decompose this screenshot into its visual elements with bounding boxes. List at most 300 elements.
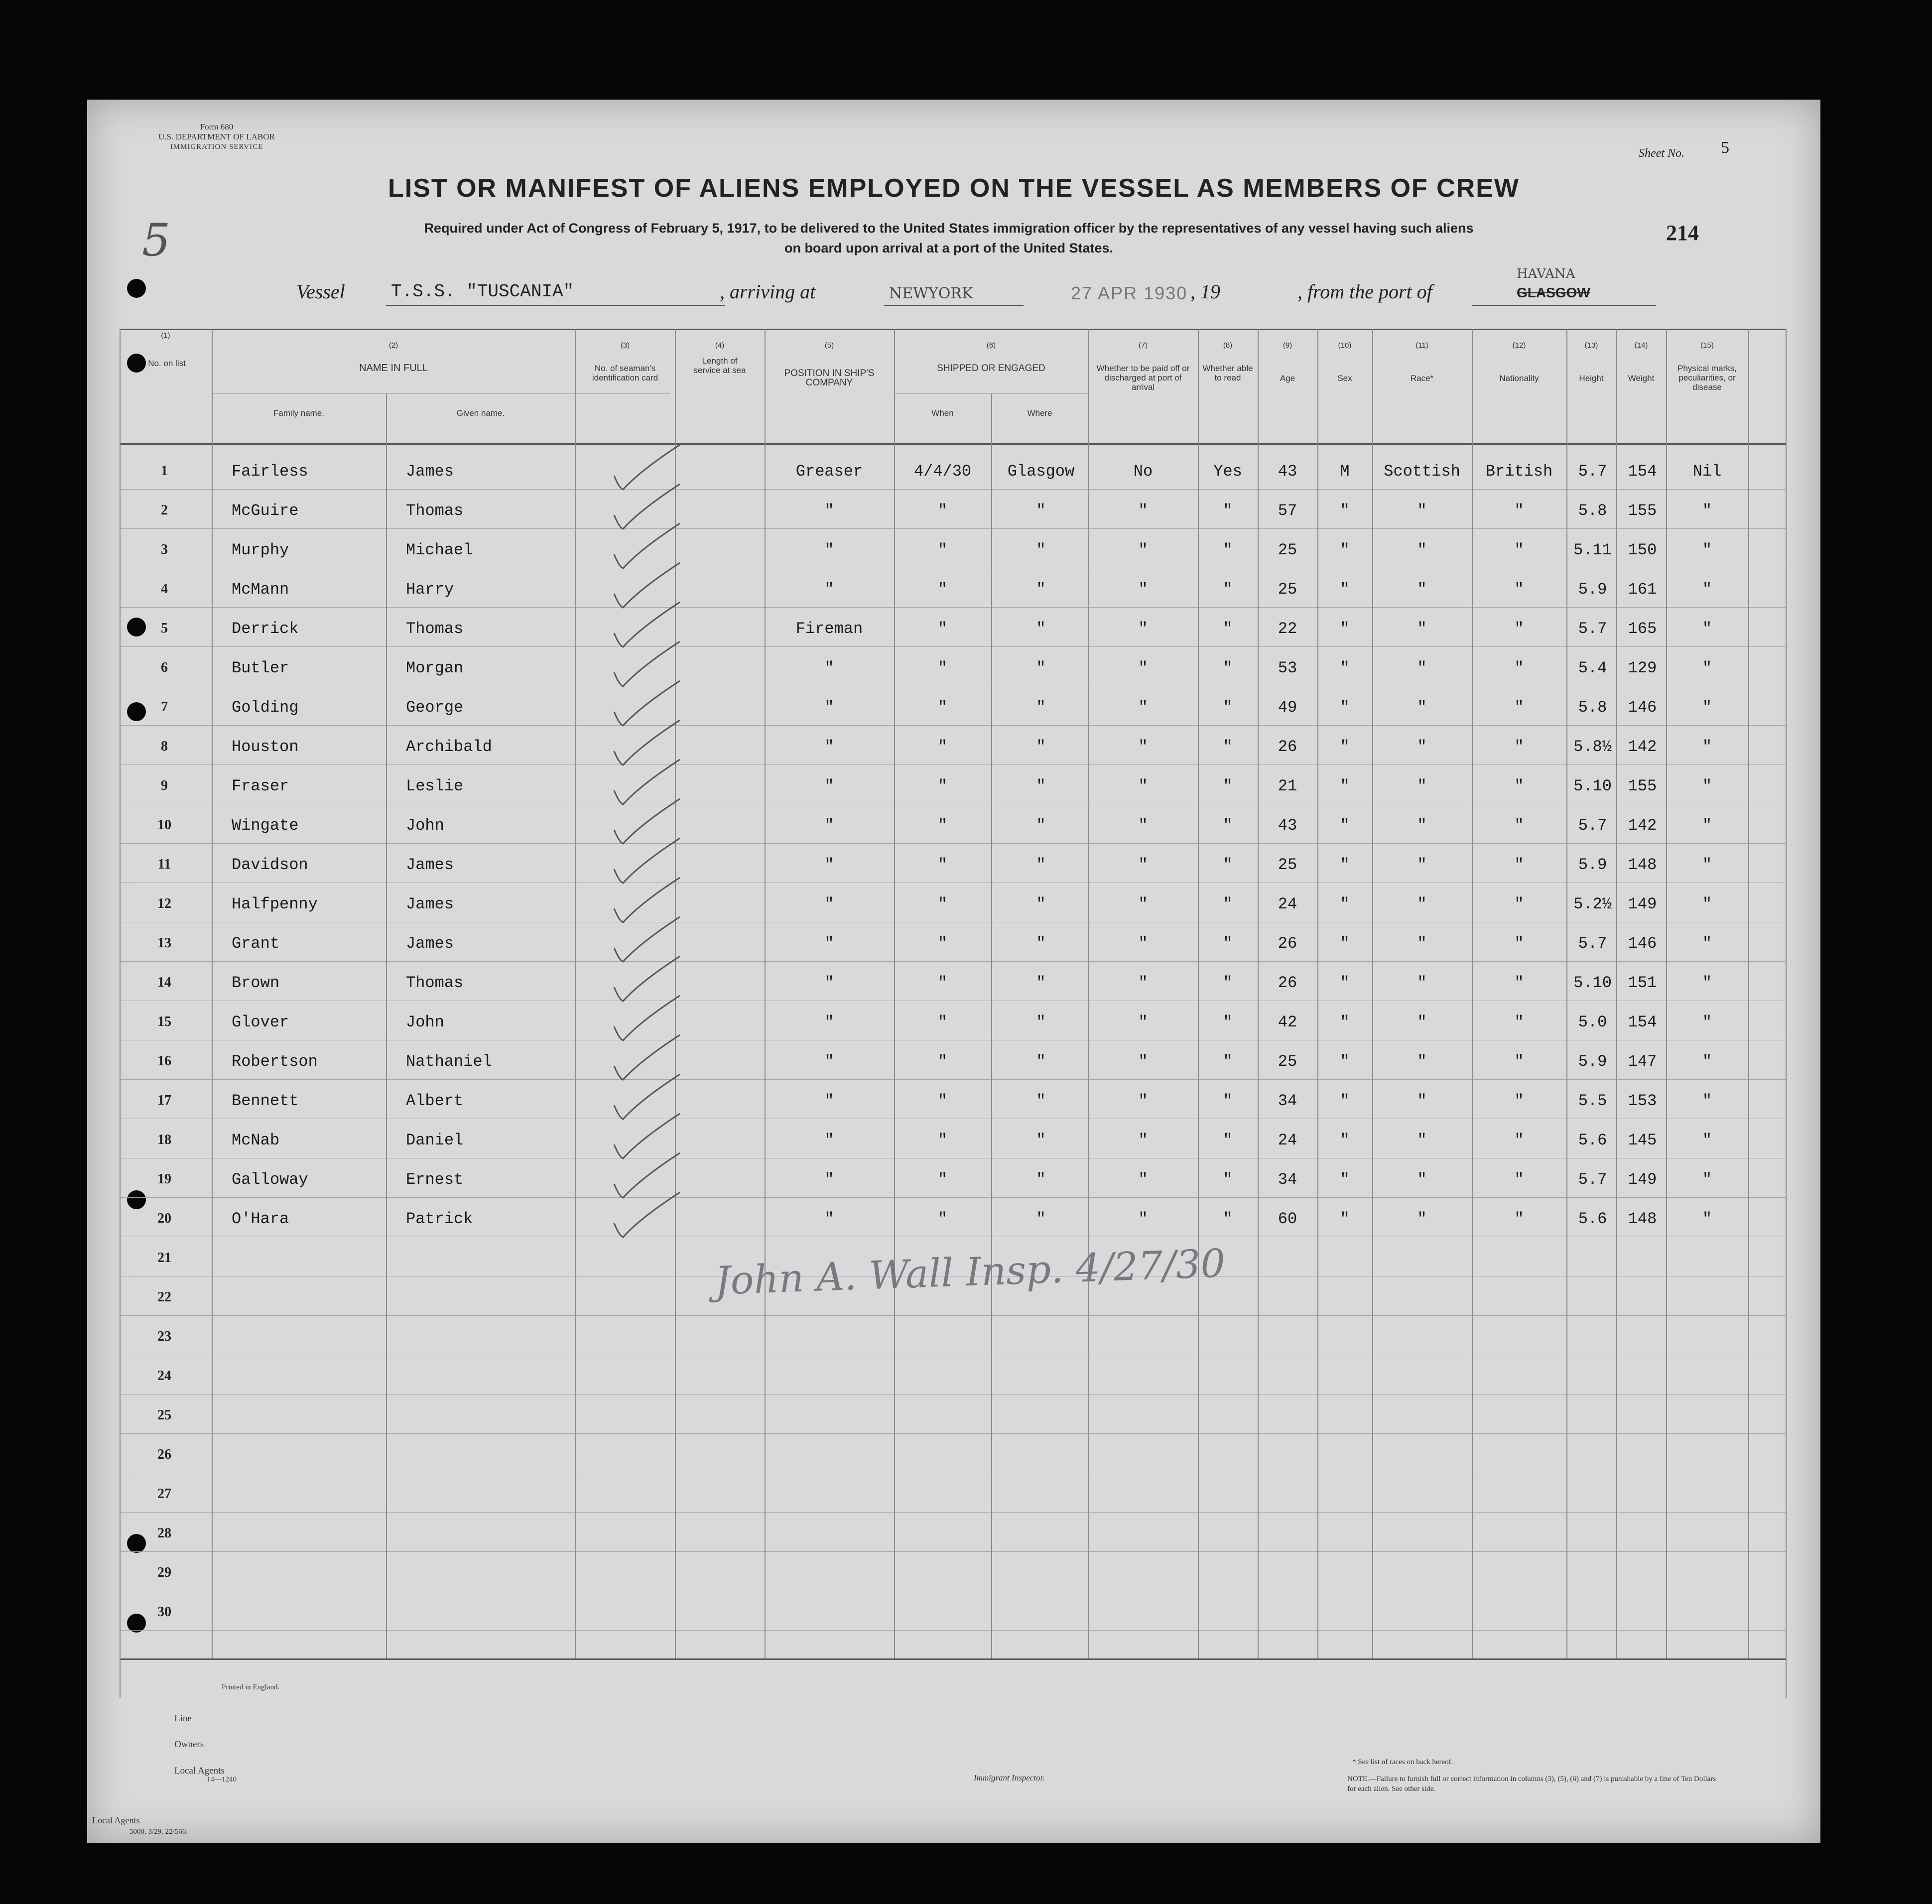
cell-sex: " [1340,1210,1350,1228]
cell-paid: " [1138,502,1148,520]
cell-where: " [1036,777,1046,795]
cell-race: " [1417,738,1427,756]
cell-age: 24 [1278,895,1297,913]
row-rule [120,1630,1786,1631]
cell-read: " [1223,974,1233,992]
header-id-card: No. of seaman's identification card [592,364,658,382]
row-rule [120,843,1786,844]
cell-weight: 154 [1628,462,1657,481]
cell-race: " [1417,659,1427,677]
cell-when: " [937,1092,948,1110]
cell-read: " [1223,659,1233,677]
cell-where: " [1036,620,1046,638]
from-port-label: , from the port of [1297,280,1432,303]
cell-position: " [824,541,834,559]
cell-paid: " [1138,698,1148,717]
col-line [991,393,992,1658]
header-no-on-list: No. on list [148,359,186,368]
cell-read: " [1223,1131,1233,1149]
cell-read: " [1223,1013,1233,1031]
cell-paid: " [1138,1052,1148,1071]
cell-weight: 142 [1628,738,1657,756]
cell-height: 5.5 [1578,1092,1607,1110]
row-number: 29 [157,1565,171,1580]
cell-marks: " [1702,659,1712,677]
cell-read: " [1223,895,1233,913]
cell-position: " [824,738,834,756]
cell-paid: " [1138,738,1148,756]
row-number: 20 [157,1211,171,1226]
cell-age: 24 [1278,1131,1297,1149]
cell-when: " [937,816,948,835]
cell-nationality: " [1514,580,1524,599]
cell-position: Fireman [795,620,863,638]
cell-race: " [1417,1131,1427,1149]
cell-paid: " [1138,934,1148,953]
row-number: 4 [161,581,168,597]
row-number: 9 [161,778,168,793]
row-number: 23 [157,1329,171,1344]
cell-race: " [1417,816,1427,835]
cell-marks: " [1702,1092,1712,1110]
cell-height: 5.2½ [1573,895,1612,913]
col-line [575,329,576,1658]
cell-race: " [1417,698,1427,717]
cell-nationality: " [1514,816,1524,835]
cell-where: " [1036,738,1046,756]
cell-where: " [1036,698,1046,717]
cell-marks: " [1702,816,1712,835]
cell-height: 5.10 [1573,974,1612,992]
cell-marks: " [1702,1131,1712,1149]
cell-race: " [1417,620,1427,638]
cell-when: " [937,502,948,520]
cell-paid: " [1138,816,1148,835]
subtitle-line-2: on board upon arrival at a port of the United States. [784,241,1114,255]
from-port-struck: GLASGOW [1517,285,1590,300]
cell-read: Yes [1213,462,1242,481]
cell-given: Archibald [406,738,492,756]
cell-where: " [1036,974,1046,992]
cell-where: " [1036,934,1046,953]
cell-paid: " [1138,541,1148,559]
row-number: 15 [157,1014,171,1029]
sheet-number: 5 [1721,138,1729,157]
cell-weight: 142 [1628,816,1657,835]
col-number: (13) [1584,341,1598,350]
cell-given: John [406,816,444,835]
cell-given: Thomas [406,620,464,638]
cell-when: " [937,1052,948,1071]
cell-sex: " [1340,502,1350,520]
cell-family: McMann [232,580,289,599]
cell-given: Morgan [406,659,464,677]
cell-nationality: " [1514,934,1524,953]
cell-family: Robertson [232,1052,318,1071]
col-line [765,329,766,1658]
cell-sex: " [1340,934,1350,953]
printed-in-england: Printed in England. [222,1683,280,1691]
cell-age: 42 [1278,1013,1297,1031]
inspector-label: Immigrant Inspector. [974,1773,1045,1782]
cell-family: Fairless [232,462,308,481]
cell-given: James [406,934,454,953]
cell-position: " [824,659,834,677]
cell-paid: " [1138,1092,1148,1110]
table-top-rule [120,329,1786,330]
header-shipped: SHIPPED OR ENGAGED [937,363,1045,374]
cell-family: Houston [232,738,299,756]
year-label: , 19 [1190,280,1220,303]
cell-weight: 146 [1628,698,1657,717]
cell-sex: " [1340,1013,1350,1031]
arriving-port: NEWYORK [889,285,973,302]
cell-weight: 155 [1628,777,1657,795]
cell-weight: 149 [1628,1170,1657,1189]
arriving-underline [884,305,1024,306]
col-line [1258,329,1259,1658]
cell-where: " [1036,502,1046,520]
from-port-new: HAVANA [1517,266,1575,281]
cell-sex: " [1340,816,1350,835]
cell-when: " [937,895,948,913]
cell-height: 5.6 [1578,1131,1607,1149]
cell-family: Galloway [232,1170,308,1189]
cell-family: Wingate [232,816,299,835]
cell-nationality: British [1485,462,1553,481]
row-rule [120,1079,1786,1080]
cell-marks: " [1702,1210,1712,1228]
col-number: (3) [620,341,630,350]
col-line [1472,329,1473,1658]
cell-given: Patrick [406,1210,473,1228]
cell-family: Brown [232,974,280,992]
cell-race: " [1417,1092,1427,1110]
cell-where: " [1036,1210,1046,1228]
row-number: 16 [157,1053,171,1069]
cell-height: 5.10 [1573,777,1612,795]
cell-given: Albert [406,1092,464,1110]
cell-where: " [1036,541,1046,559]
cell-height: 5.9 [1578,1052,1607,1071]
row-rule [120,528,1786,529]
cell-age: 60 [1278,1210,1297,1228]
cell-age: 25 [1278,580,1297,599]
cell-height: 5.8½ [1573,738,1612,756]
cell-weight: 129 [1628,659,1657,677]
cell-race: Scottish [1384,462,1460,481]
cell-marks: " [1702,974,1712,992]
row-number: 24 [157,1368,171,1384]
cell-family: Grant [232,934,280,953]
row-rule [120,607,1786,608]
cell-weight: 146 [1628,934,1657,953]
cell-age: 25 [1278,856,1297,874]
cell-where: " [1036,659,1046,677]
cell-family: McGuire [232,502,299,520]
cell-family: Golding [232,698,299,717]
header-when: When [931,408,954,418]
cell-weight: 145 [1628,1131,1657,1149]
cell-nationality: " [1514,1210,1524,1228]
header-age: Age [1280,374,1295,383]
row-number: 1 [161,463,168,479]
cell-race: " [1417,1210,1427,1228]
cell-paid: " [1138,777,1148,795]
form-number: Form 680 [200,122,234,131]
cell-marks: " [1702,777,1712,795]
cell-given: Thomas [406,502,464,520]
cell-race: " [1417,502,1427,520]
cell-marks: " [1702,856,1712,874]
cell-paid: " [1138,974,1148,992]
col-number: (8) [1223,341,1233,350]
col-line [894,329,895,1658]
cell-family: Glover [232,1013,289,1031]
cell-race: " [1417,777,1427,795]
cell-read: " [1223,541,1233,559]
date-stamp: 27 APR 1930 [1071,283,1188,303]
row-number: 17 [157,1093,171,1108]
cell-height: 5.8 [1578,698,1607,717]
table-bottom-rule [120,1658,1786,1660]
header-sex: Sex [1337,374,1352,383]
bottom-local-agents: Local Agents [92,1815,140,1825]
cell-position: " [824,856,834,874]
cell-weight: 151 [1628,974,1657,992]
col-number: (4) [715,341,725,350]
bottom-code: 5000. 3/29. 22/566. [129,1828,188,1836]
row-number: 27 [157,1486,171,1502]
cell-position: " [824,777,834,795]
from-port-underline [1472,305,1656,306]
cell-marks: " [1702,541,1712,559]
cell-family: Halfpenny [232,895,318,913]
cell-age: 49 [1278,698,1297,717]
cell-age: 26 [1278,974,1297,992]
cell-age: 43 [1278,462,1297,481]
header-able-to-read: Whether able to read [1202,364,1253,382]
cell-age: 25 [1278,1052,1297,1071]
arriving-label: , arriving at [720,280,816,303]
cell-height: 5.9 [1578,580,1607,599]
row-rule [120,764,1786,765]
cell-paid: " [1138,1170,1148,1189]
cell-read: " [1223,1052,1233,1071]
row-number: 7 [161,699,168,715]
col-line [1786,329,1787,1698]
cell-when: " [937,1170,948,1189]
cell-given: James [406,462,454,481]
cell-nationality: " [1514,620,1524,638]
cell-height: 5.0 [1578,1013,1607,1031]
cell-age: 21 [1278,777,1297,795]
cell-age: 22 [1278,620,1297,638]
service-name: IMMIGRATION SERVICE [170,143,263,151]
row-number: 13 [157,935,171,951]
cell-height: 5.9 [1578,856,1607,874]
punch-hole [127,279,146,298]
cell-where: " [1036,1131,1046,1149]
cell-nationality: " [1514,502,1524,520]
cell-sex: " [1340,698,1350,717]
cell-nationality: " [1514,895,1524,913]
cell-marks: " [1702,895,1712,913]
cell-sex: " [1340,856,1350,874]
col-line [1566,329,1567,1658]
cell-race: " [1417,541,1427,559]
cell-marks: " [1702,1052,1712,1071]
cell-paid: " [1138,1131,1148,1149]
cell-race: " [1417,1052,1427,1071]
cell-sex: " [1340,1052,1350,1071]
header-family-name: Family name. [273,408,325,418]
header-bottom-rule [120,443,1786,445]
cell-height: 5.7 [1578,934,1607,953]
cell-where: " [1036,1052,1046,1071]
cell-where: " [1036,1170,1046,1189]
cell-nationality: " [1514,738,1524,756]
row-rule [120,725,1786,726]
cell-paid: " [1138,1210,1148,1228]
cell-given: Daniel [406,1131,464,1149]
cell-sex: " [1340,895,1350,913]
cell-where: " [1036,580,1046,599]
cell-when: " [937,620,948,638]
cell-height: 5.7 [1578,462,1607,481]
cell-read: " [1223,1170,1233,1189]
cell-paid: No [1133,462,1153,481]
margin-mark: 5 [142,214,171,266]
cell-where: Glasgow [1007,462,1075,481]
cell-sex: " [1340,620,1350,638]
department-name: U.S. DEPARTMENT OF LABOR [158,132,275,141]
cell-read: " [1223,738,1233,756]
vessel-label: Vessel [296,280,345,303]
header-paid-off: Whether to be paid off or discharged at port of arrival [1096,364,1190,392]
cell-race: " [1417,580,1427,599]
cell-sex: " [1340,541,1350,559]
cell-position: " [824,895,834,913]
cell-where: " [1036,895,1046,913]
cell-sex: " [1340,580,1350,599]
cell-position: " [824,974,834,992]
cell-weight: 150 [1628,541,1657,559]
cell-nationality: " [1514,1052,1524,1071]
cell-where: " [1036,856,1046,874]
col-number: (14) [1634,341,1648,350]
cell-nationality: " [1514,698,1524,717]
cell-height: 5.4 [1578,659,1607,677]
cell-position: " [824,1210,834,1228]
row-rule [120,1551,1786,1552]
cell-sex: M [1340,462,1350,481]
col-line [120,329,121,1698]
col-number: (2) [388,341,398,350]
cell-nationality: " [1514,659,1524,677]
vessel-name: T.S.S. "TUSCANIA" [391,281,574,302]
cell-marks: " [1702,502,1712,520]
cell-given: Nathaniel [406,1052,492,1071]
col-line [1616,329,1617,1658]
inspector-signature: John A. Wall Insp. 4/27/30 [714,1241,1226,1304]
header-nationality: Nationality [1499,374,1539,383]
row-number: 19 [157,1171,171,1187]
cell-position: " [824,1092,834,1110]
cell-family: Fraser [232,777,289,795]
cell-paid: " [1138,856,1148,874]
cell-given: Ernest [406,1170,464,1189]
cell-read: " [1223,856,1233,874]
cell-age: 57 [1278,502,1297,520]
cell-position: " [824,1052,834,1071]
cell-height: 5.7 [1578,816,1607,835]
owners-label: Owners [174,1739,204,1750]
cell-when: " [937,541,948,559]
row-number: 5 [161,621,168,636]
cell-weight: 147 [1628,1052,1657,1071]
cell-age: 43 [1278,816,1297,835]
cell-age: 34 [1278,1092,1297,1110]
row-rule [120,489,1786,490]
cell-marks: " [1702,580,1712,599]
cell-when: " [937,777,948,795]
row-rule [120,646,1786,647]
row-number: 11 [157,857,171,872]
penalty-note: NOTE.—Failure to furnish full or correct information in columns (3), (5), (6) and (7) is punishable by a fine of Ten Dollars for each alien. See other side. [1347,1775,1716,1793]
punch-hole [127,1534,146,1553]
col-number: (6) [986,341,996,350]
row-number: 10 [157,817,171,833]
race-note: * See list of races on back hereof. [1352,1758,1453,1766]
cell-where: " [1036,1013,1046,1031]
col-line [1666,329,1667,1658]
header-given-name: Given name. [456,408,505,418]
cell-marks: Nil [1692,462,1722,481]
cell-race: " [1417,1013,1427,1031]
col-line [386,393,387,1658]
cell-given: Harry [406,580,454,599]
punch-hole [127,1190,146,1209]
cell-read: " [1223,816,1233,835]
cell-height: 5.7 [1578,620,1607,638]
cell-read: " [1223,580,1233,599]
cell-given: George [406,698,464,717]
page-title: LIST OR MANIFEST OF ALIENS EMPLOYED ON THE VESSEL AS MEMBERS OF CREW [388,174,1520,203]
cell-race: " [1417,974,1427,992]
row-rule [120,1394,1786,1395]
page-subtitle [252,218,1646,258]
cell-nationality: " [1514,974,1524,992]
cell-paid: " [1138,620,1148,638]
row-number: 21 [157,1250,171,1266]
row-number: 30 [157,1604,171,1620]
row-number: 14 [157,975,171,990]
cell-weight: 161 [1628,580,1657,599]
cell-nationality: " [1514,541,1524,559]
cell-paid: " [1138,1013,1148,1031]
cell-given: James [406,895,454,913]
cell-height: 5.6 [1578,1210,1607,1228]
form-identifier [137,122,296,152]
cell-nationality: " [1514,1013,1524,1031]
cell-position: " [824,580,834,599]
row-rule [120,961,1786,962]
punch-hole [127,702,146,721]
row-rule [120,1433,1786,1434]
cell-when: " [937,1210,948,1228]
cell-marks: " [1702,698,1712,717]
